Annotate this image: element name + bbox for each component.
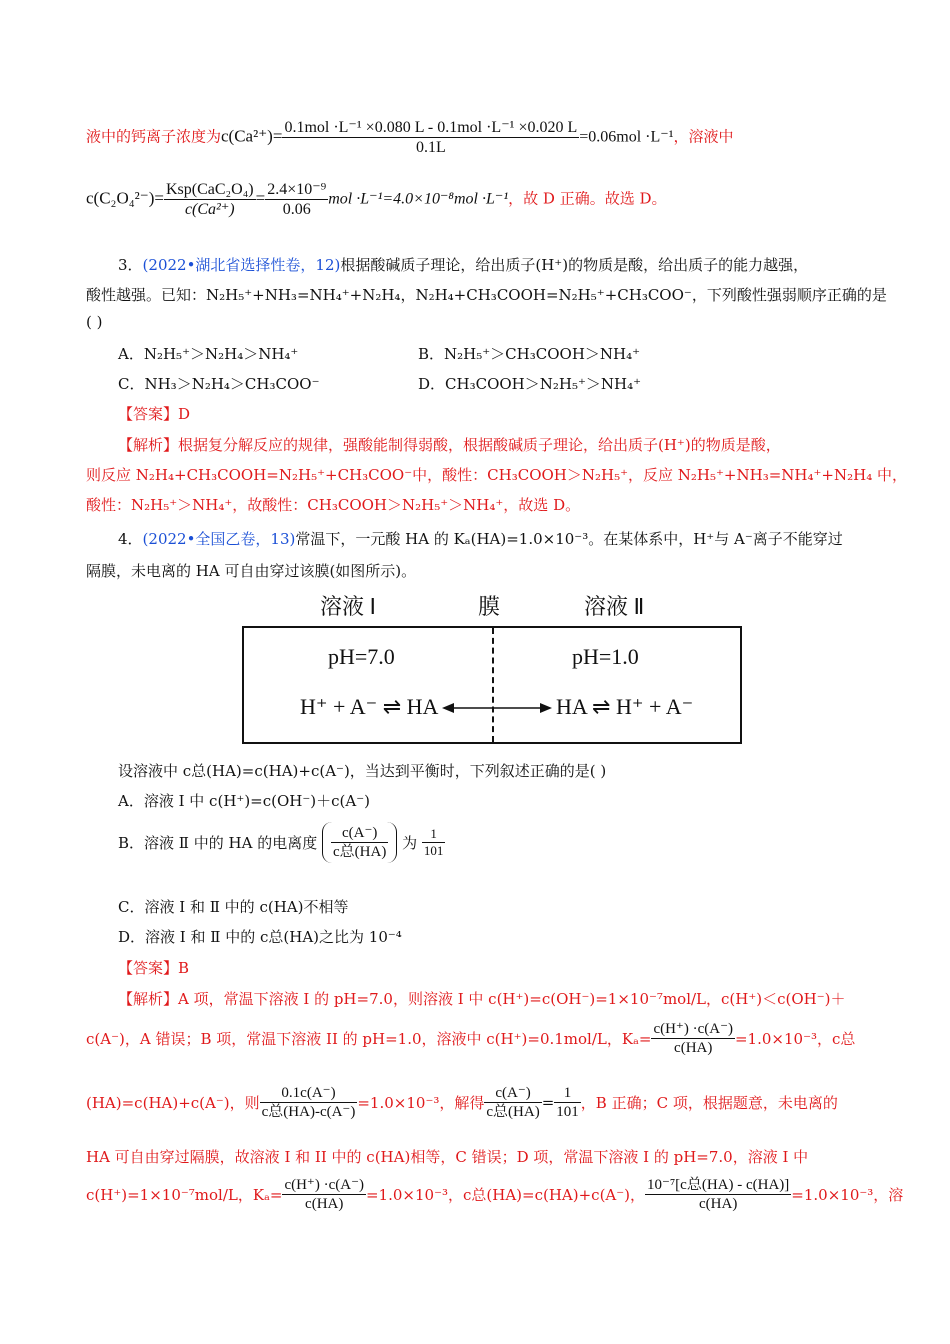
q3-option-a[interactable]: A．N₂H₅⁺＞N₂H₄＞NH₄⁺ xyxy=(118,345,299,363)
q3-option-d[interactable]: D．CH₃COOH＞N₂H₅⁺＞NH₄⁺ xyxy=(418,375,642,393)
top-line1-fraction xyxy=(282,118,579,157)
q4-a3-eq: = xyxy=(541,1093,555,1112)
diagram-ph-right: pH=1.0 xyxy=(572,644,639,669)
q4-a3-den3: 101 xyxy=(556,1104,579,1120)
q3-analysis-2: 则反应 N₂H₄+CH₃COOH=N₂H₅⁺+CH₃COO⁻中，酸性：CH₃COOH＞N₂H₅⁺，反应 N₂H₅⁺+NH₃=NH₄⁺+N₂H₄ 中， xyxy=(86,466,907,484)
top-line-2 xyxy=(86,180,666,219)
q4-a2-prefix: c(A⁻)，A 错误；B 项，常温下溶液 II 的 pH=1.0，溶液中 c(H⁺)=0.1mol/L，Kₐ= xyxy=(86,1030,652,1048)
q4-source: (2022•全国乙卷，13) xyxy=(142,530,296,548)
q4-option-c[interactable]: C．溶液 Ⅰ 和 Ⅱ 中的 c(HA)不相等 xyxy=(118,898,349,916)
q4-a3-num3: 1 xyxy=(563,1085,572,1101)
q4-a3-mid: =1.0×10⁻³，解得 xyxy=(357,1094,485,1112)
diagram-ph-left: pH=7.0 xyxy=(328,644,395,669)
diagram-label-solution-1: 溶液 Ⅰ xyxy=(320,594,376,619)
q4-analysis-3 xyxy=(86,1084,838,1121)
q4-stem-line-3: 设溶液中 c总(HA)=c(HA)+c(A⁻)，当达到平衡时，下列叙述正确的是( ) xyxy=(118,762,607,780)
top-line2-frac1-num: Ksp(CaC₂O₄) xyxy=(166,181,254,198)
q3-analysis-1: 【解析】根据复分解反应的规律，强酸能制得弱酸，根据酸碱质子理论，给出质子(H⁺)的物质是酸， xyxy=(118,436,781,454)
q4-optB-val-num: 1 xyxy=(430,826,437,842)
q4-optB-fraction xyxy=(331,824,388,861)
q3-analysis-3: 酸性：N₂H₅⁺＞NH₄⁺，故酸性：CH₃COOH＞N₂H₅⁺＞NH₄⁺，故选 D。 xyxy=(86,496,581,514)
top-line2-frac2-num: 2.4×10⁻⁹ xyxy=(267,181,327,198)
q4-answer: 【答案】B xyxy=(118,959,190,977)
q4-analysis-5 xyxy=(86,1176,903,1213)
top-line1-suffix: ，溶液中 xyxy=(673,127,734,146)
q3-stem-1: 根据酸碱质子理论，给出质子(H⁺)的物质是酸，给出质子的能力越强， xyxy=(340,256,809,274)
top-line2-fraction-1 xyxy=(164,180,256,219)
q3-answer: 【答案】D xyxy=(118,405,191,423)
q4-a5-den: c(HA) xyxy=(282,1194,366,1213)
top-line-1 xyxy=(86,118,734,157)
top-line1-lhs: c(Ca²⁺)= xyxy=(221,126,283,146)
q4-optB-value xyxy=(422,826,446,858)
q3-stem-line-1 xyxy=(118,254,808,275)
diagram-label-membrane: 膜 xyxy=(478,594,501,619)
q4-optB-prefix: B．溶液 Ⅱ 中的 HA 的电离度 xyxy=(118,834,318,852)
q4-a2-suffix: =1.0×10⁻³，c总 xyxy=(734,1030,856,1048)
q4-a5-num2: 10⁻⁷[c总(HA) - c(HA)] xyxy=(647,1177,790,1193)
q4-a2-num: c(H⁺) ·c(A⁻) xyxy=(653,1021,733,1037)
q4-optB-val-den: 101 xyxy=(423,843,444,858)
q4-option-a[interactable]: A．溶液 Ⅰ 中 c(H⁺)=c(OH⁻)＋c(A⁻) xyxy=(118,792,370,810)
q4-stem-line-1 xyxy=(118,528,843,549)
q4-a5-fraction-1 xyxy=(282,1176,366,1213)
q3-number: 3． xyxy=(118,256,143,274)
q4-analysis-4: HA 可自由穿过隔膜，故溶液 I 和 II 中的 c(HA)相等，C 错误；D 项，常温下溶液 I 的 pH=7.0，溶液 I 中 xyxy=(86,1148,809,1166)
q4-analysis-1: 【解析】A 项，常温下溶液 I 的 pH=7.0，则溶液 I 中 c(H⁺)=c(OH⁻)=1×10⁻⁷mol/L，c(H⁺)＜c(OH⁻)＋ xyxy=(118,990,846,1008)
q4-a5-den2: c(HA) xyxy=(645,1194,791,1213)
top-line1-prefix: 液中的钙离子浓度为 xyxy=(86,127,222,146)
q3-option-b[interactable]: B．N₂H₅⁺＞CH₃COOH＞NH₄⁺ xyxy=(418,345,641,363)
top-line2-frac1-den: c(Ca²⁺) xyxy=(164,199,256,219)
q4-a3-suffix: ，B 正确；C 项，根据题意，未电离的 xyxy=(580,1094,838,1112)
top-line2-rhs: mol ·L⁻¹=4.0×10⁻⁸mol ·L⁻¹ xyxy=(328,190,509,208)
top-line2-frac2-den: 0.06 xyxy=(265,199,328,219)
top-line2-lhs: c(C₂O₄²⁻)= xyxy=(86,188,164,208)
diagram-equilibrium-right: HA ⇌ H⁺ + A⁻ xyxy=(556,694,694,719)
membrane-diagram xyxy=(242,626,742,744)
q4-a5-fraction-2 xyxy=(645,1176,791,1213)
q4-a2-fraction xyxy=(651,1020,735,1057)
top-line2-eq: = xyxy=(255,188,266,208)
top-line1-rhs: =0.06mol ·L⁻¹ xyxy=(579,128,674,146)
q3-stem-line-2: 酸性越强。已知：N₂H₅⁺+NH₃=NH₄⁺+N₂H₄，N₂H₄+CH₃COOH=N₂H₅⁺+CH₃COO⁻，下列酸性强弱顺序正确的是 xyxy=(86,286,887,304)
q4-a5-prefix: c(H⁺)=1×10⁻⁷mol/L，Kₐ= xyxy=(86,1186,283,1204)
q4-option-b[interactable] xyxy=(118,822,445,863)
top-line1-den: 0.1L xyxy=(282,137,579,157)
q4-optB-num: c(A⁻) xyxy=(341,825,378,841)
q4-analysis-2 xyxy=(86,1020,855,1057)
q4-optB-paren xyxy=(322,822,397,863)
q3-option-c[interactable]: C．NH₃＞N₂H₄＞CH₃COO⁻ xyxy=(118,375,320,393)
q4-stem-1: 常温下，一元酸 HA 的 Kₐ(HA)=1.0×10⁻³。在某体系中，H⁺与 A⁻离子不能穿过 xyxy=(295,530,843,548)
q4-a3-num: 0.1c(A⁻) xyxy=(281,1085,336,1101)
top-line1-num: 0.1mol ·L⁻¹ ×0.080 L - 0.1mol ·L⁻¹ ×0.020 L xyxy=(284,119,578,136)
membrane-divider xyxy=(492,628,494,742)
q4-a3-num2: c(A⁻) xyxy=(495,1085,531,1101)
q4-a3-prefix: (HA)=c(HA)+c(A⁻)，则 xyxy=(86,1094,260,1112)
q3-source: (2022•湖北省选择性卷，12) xyxy=(142,256,341,274)
q4-a5-suffix: =1.0×10⁻³，溶 xyxy=(791,1186,904,1204)
top-line2-suffix: ，故 D 正确。故选 D。 xyxy=(508,189,667,208)
diagram-label-solution-2: 溶液 Ⅱ xyxy=(584,594,645,619)
q4-a5-num: c(H⁺) ·c(A⁻) xyxy=(284,1177,364,1193)
double-arrow-icon xyxy=(442,700,552,716)
q4-a3-fraction-1 xyxy=(260,1084,358,1121)
q4-a3-den: c总(HA)-c(A⁻) xyxy=(261,1104,356,1120)
diagram-equilibrium-left: H⁺ + A⁻ ⇌ HA xyxy=(300,694,439,719)
q4-a3-den2: c总(HA) xyxy=(486,1104,540,1120)
q4-a5-mid: =1.0×10⁻³，c总(HA)=c(HA)+c(A⁻)， xyxy=(365,1186,646,1204)
q4-a3-fraction-3 xyxy=(554,1084,581,1121)
q4-optB-mid: 为 xyxy=(402,834,418,852)
q3-stem-line-3: ( ) xyxy=(86,313,103,331)
top-line2-fraction-2 xyxy=(265,180,328,219)
q4-option-d[interactable]: D．溶液 Ⅰ 和 Ⅱ 中的 c总(HA)之比为 10⁻⁴ xyxy=(118,928,402,946)
q4-a3-fraction-2 xyxy=(484,1084,541,1121)
q4-a2-den: c(HA) xyxy=(651,1038,735,1057)
q4-optB-den: c总(HA) xyxy=(333,844,387,860)
q4-stem-line-2: 隔膜，未电离的 HA 可自由穿过该膜(如图所示)。 xyxy=(86,562,417,580)
q4-number: 4． xyxy=(118,530,143,548)
